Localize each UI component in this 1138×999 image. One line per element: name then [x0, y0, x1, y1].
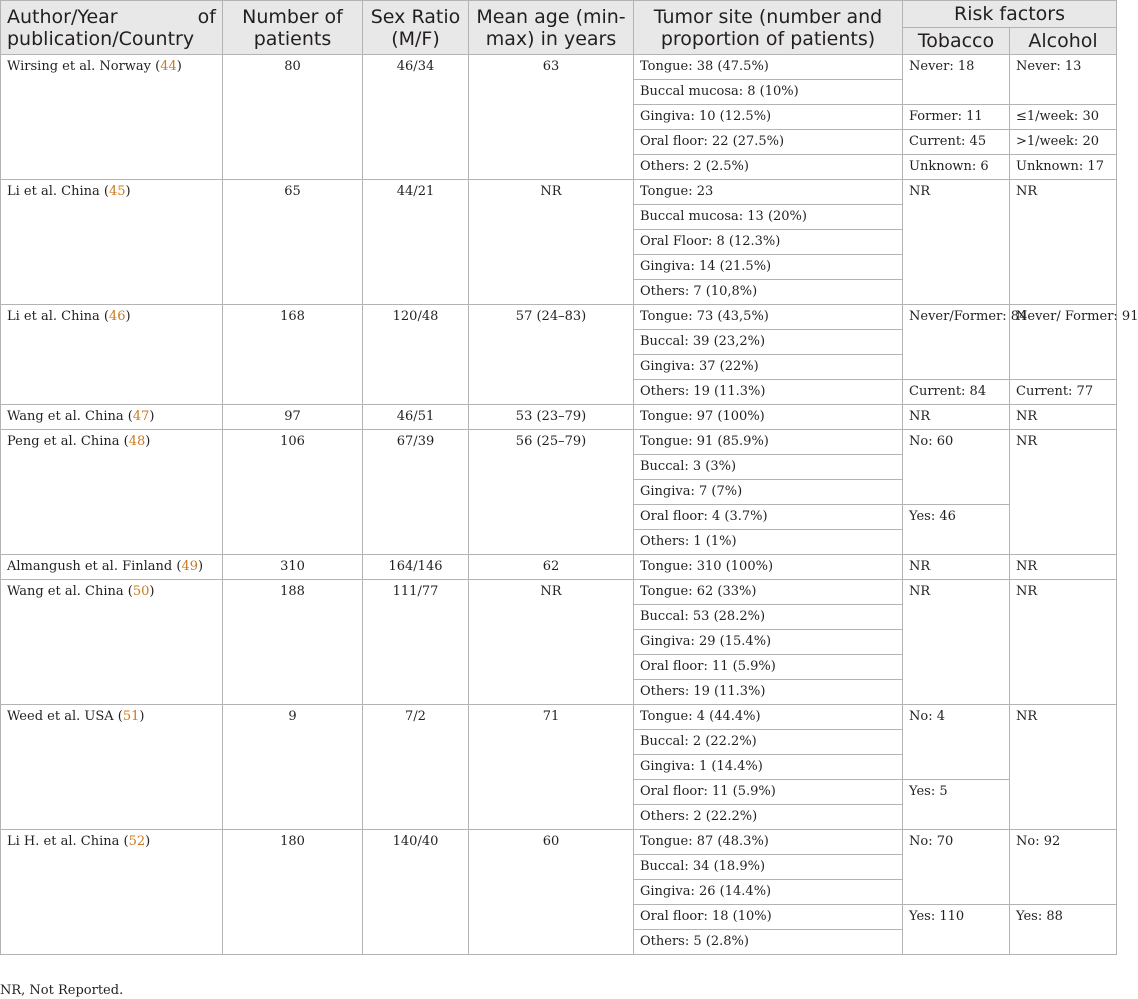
header-author: Author/Year of publication/Country	[1, 1, 223, 55]
tobacco-cell: Yes: 110	[903, 905, 1010, 955]
tumor-site-cell: Gingiva: 1 (14.4%)	[634, 755, 903, 780]
tumor-site-cell: Tongue: 23	[634, 180, 903, 205]
author-cell: Li H. et al. China (52)	[1, 830, 223, 955]
table-row	[1, 55, 1117, 80]
tumor-site-cell: Tongue: 310 (100%)	[634, 555, 903, 580]
table-row	[1, 305, 1117, 330]
tobacco-cell: Current: 45	[903, 130, 1010, 155]
sex-ratio-cell: 44/21	[363, 180, 469, 305]
tumor-site-cell: Gingiva: 29 (15.4%)	[634, 630, 903, 655]
mean-age-cell: 71	[469, 705, 634, 830]
header-patients: Number of patients	[223, 1, 363, 55]
tumor-site-cell: Tongue: 91 (85.9%)	[634, 430, 903, 455]
alcohol-cell: No: 92	[1010, 830, 1117, 905]
tumor-site-cell: Others: 19 (11.3%)	[634, 380, 903, 405]
author-cell: Weed et al. USA (51)	[1, 705, 223, 830]
mean-age-cell: 62	[469, 555, 634, 580]
reference-link[interactable]: 50	[132, 584, 150, 599]
header-mean-age: Mean age (min-max) in years	[469, 1, 634, 55]
tobacco-cell: NR	[903, 180, 1010, 305]
tumor-site-cell: Others: 7 (10,8%)	[634, 280, 903, 305]
patients-cell: 168	[223, 305, 363, 405]
header-risk-factors: Risk factors	[903, 1, 1117, 28]
alcohol-cell: >1/week: 20	[1010, 130, 1117, 155]
tumor-site-cell: Oral floor: 11 (5.9%)	[634, 655, 903, 680]
sex-ratio-cell: 140/40	[363, 830, 469, 955]
reference-link[interactable]: 44	[160, 59, 177, 74]
tumor-site-cell: Oral floor: 4 (3.7%)	[634, 505, 903, 530]
tumor-site-cell: Oral floor: 22 (27.5%)	[634, 130, 903, 155]
tumor-site-cell: Tongue: 38 (47.5%)	[634, 55, 903, 80]
alcohol-cell: NR	[1010, 180, 1117, 305]
table-row	[1, 555, 1117, 580]
alcohol-cell: NR	[1010, 705, 1117, 830]
alcohol-cell: Never/ Former: 91	[1010, 305, 1117, 380]
tobacco-cell: No: 70	[903, 830, 1010, 905]
mean-age-cell: 60	[469, 830, 634, 955]
table-row	[1, 580, 1117, 605]
reference-link[interactable]: 48	[128, 434, 146, 449]
tumor-site-cell: Gingiva: 14 (21.5%)	[634, 255, 903, 280]
mean-age-cell: 53 (23–79)	[469, 405, 634, 430]
sex-ratio-cell: 111/77	[363, 580, 469, 705]
reference-link[interactable]: 52	[128, 834, 146, 849]
author-cell: Wang et al. China (50)	[1, 580, 223, 705]
footnote: NR, Not Reported.	[0, 983, 124, 998]
author-cell: Wirsing et al. Norway (44)	[1, 55, 223, 180]
tumor-site-cell: Gingiva: 37 (22%)	[634, 355, 903, 380]
tumor-site-cell: Others: 19 (11.3%)	[634, 680, 903, 705]
alcohol-cell: Unknown: 17	[1010, 155, 1117, 180]
tumor-site-cell: Oral Floor: 8 (12.3%)	[634, 230, 903, 255]
sex-ratio-cell: 67/39	[363, 430, 469, 555]
alcohol-cell: NR	[1010, 405, 1117, 430]
reference-link[interactable]: 46	[108, 309, 126, 324]
patients-cell: 9	[223, 705, 363, 830]
patients-cell: 65	[223, 180, 363, 305]
tumor-site-cell: Tongue: 4 (44.4%)	[634, 705, 903, 730]
header-sex-ratio: Sex Ratio (M/F)	[363, 1, 469, 55]
patients-cell: 106	[223, 430, 363, 555]
tumor-site-cell: Gingiva: 7 (7%)	[634, 480, 903, 505]
tumor-site-cell: Buccal: 53 (28.2%)	[634, 605, 903, 630]
tumor-site-cell: Oral floor: 11 (5.9%)	[634, 780, 903, 805]
tumor-site-cell: Tongue: 87 (48.3%)	[634, 830, 903, 855]
table-row	[1, 705, 1117, 730]
alcohol-cell: Yes: 88	[1010, 905, 1117, 955]
author-cell: Li et al. China (45)	[1, 180, 223, 305]
author-cell: Almangush et al. Finland (49)	[1, 555, 223, 580]
tobacco-cell: Former: 11	[903, 105, 1010, 130]
tobacco-cell: Never/Former: 84	[903, 305, 1010, 380]
reference-link[interactable]: 49	[181, 559, 198, 574]
tumor-site-cell: Buccal: 34 (18.9%)	[634, 855, 903, 880]
table-row	[1, 405, 1117, 430]
sex-ratio-cell: 46/51	[363, 405, 469, 430]
tumor-site-cell: Others: 5 (2.8%)	[634, 930, 903, 955]
mean-age-cell: 63	[469, 55, 634, 180]
sex-ratio-cell: 164/146	[363, 555, 469, 580]
tumor-site-cell: Others: 1 (1%)	[634, 530, 903, 555]
alcohol-cell: NR	[1010, 580, 1117, 705]
tobacco-cell: NR	[903, 405, 1010, 430]
patients-cell: 180	[223, 830, 363, 955]
tobacco-cell: Never: 18	[903, 55, 1010, 105]
tobacco-cell: Yes: 46	[903, 505, 1010, 555]
tumor-site-cell: Buccal: 2 (22.2%)	[634, 730, 903, 755]
alcohol-cell: NR	[1010, 430, 1117, 555]
mean-age-cell: 57 (24–83)	[469, 305, 634, 405]
author-cell: Li et al. China (46)	[1, 305, 223, 405]
table-row	[1, 430, 1117, 455]
header-tumor-site: Tumor site (number and proportion of patients)	[634, 1, 903, 55]
alcohol-cell: ≤1/week: 30	[1010, 105, 1117, 130]
tobacco-cell: NR	[903, 580, 1010, 705]
tobacco-cell: No: 60	[903, 430, 1010, 505]
header-tobacco: Tobacco	[903, 28, 1010, 55]
table-row	[1, 830, 1117, 855]
tumor-site-cell: Tongue: 97 (100%)	[634, 405, 903, 430]
reference-link[interactable]: 45	[108, 184, 126, 199]
patients-cell: 188	[223, 580, 363, 705]
tobacco-cell: No: 4	[903, 705, 1010, 780]
author-cell: Wang et al. China (47)	[1, 405, 223, 430]
tumor-site-cell: Others: 2 (22.2%)	[634, 805, 903, 830]
alcohol-cell: NR	[1010, 555, 1117, 580]
sex-ratio-cell: 120/48	[363, 305, 469, 405]
sex-ratio-cell: 46/34	[363, 55, 469, 180]
tumor-site-cell: Buccal: 3 (3%)	[634, 455, 903, 480]
tumor-site-cell: Buccal mucosa: 13 (20%)	[634, 205, 903, 230]
alcohol-cell: Current: 77	[1010, 380, 1117, 405]
table-row	[1, 180, 1117, 205]
patients-cell: 310	[223, 555, 363, 580]
tumor-site-cell: Tongue: 73 (43,5%)	[634, 305, 903, 330]
tobacco-cell: Unknown: 6	[903, 155, 1010, 180]
tumor-site-cell: Oral floor: 18 (10%)	[634, 905, 903, 930]
mean-age-cell: NR	[469, 180, 634, 305]
reference-link[interactable]: 51	[122, 709, 140, 724]
patients-cell: 97	[223, 405, 363, 430]
tumor-site-cell: Buccal: 39 (23,2%)	[634, 330, 903, 355]
tumor-site-cell: Gingiva: 26 (14.4%)	[634, 880, 903, 905]
tumor-site-cell: Buccal mucosa: 8 (10%)	[634, 80, 903, 105]
sex-ratio-cell: 7/2	[363, 705, 469, 830]
tumor-site-cell: Tongue: 62 (33%)	[634, 580, 903, 605]
tobacco-cell: NR	[903, 555, 1010, 580]
mean-age-cell: 56 (25–79)	[469, 430, 634, 555]
tobacco-cell: Yes: 5	[903, 780, 1010, 830]
alcohol-cell: Never: 13	[1010, 55, 1117, 105]
mean-age-cell: NR	[469, 580, 634, 705]
patients-cell: 80	[223, 55, 363, 180]
tumor-site-cell: Others: 2 (2.5%)	[634, 155, 903, 180]
header-alcohol: Alcohol	[1010, 28, 1117, 55]
author-cell: Peng et al. China (48)	[1, 430, 223, 555]
tobacco-cell: Current: 84	[903, 380, 1010, 405]
tumor-site-cell: Gingiva: 10 (12.5%)	[634, 105, 903, 130]
reference-link[interactable]: 47	[132, 409, 150, 424]
